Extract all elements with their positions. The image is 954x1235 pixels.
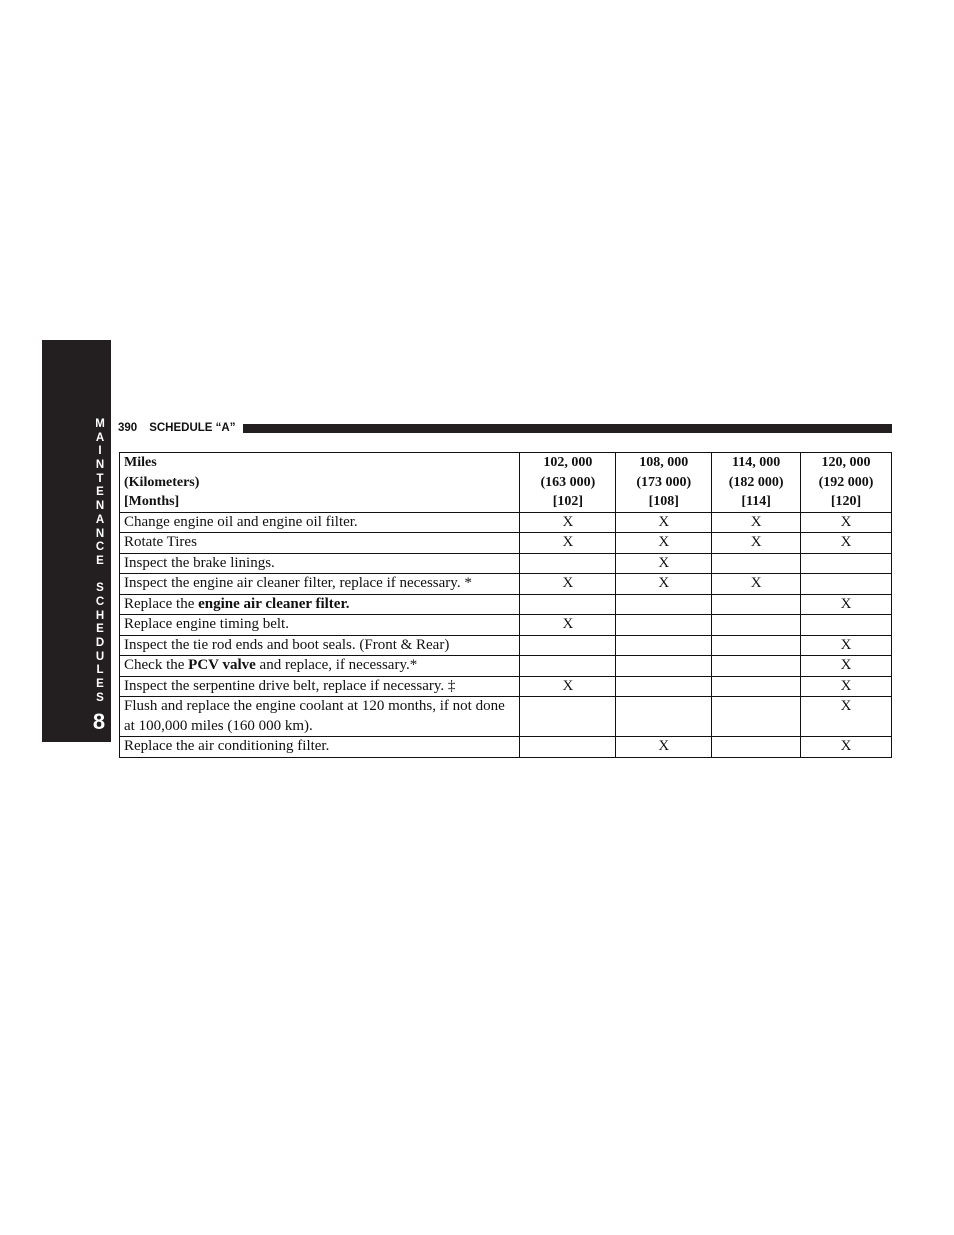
interval-months: [120] [830,494,862,509]
tab-letter: C [95,595,105,608]
tab-letter: I [98,445,102,458]
service-mark [712,656,801,677]
service-mark: X [520,574,616,595]
service-mark [712,737,801,758]
service-mark [520,635,616,656]
service-mark: X [801,676,892,697]
service-mark [712,676,801,697]
chapter-number: 8 [92,709,106,734]
interval-header [616,453,712,513]
table-row [120,533,892,554]
kilometers-label: (Kilometers) [124,474,200,490]
service-mark [616,697,712,737]
tab-letter: M [95,418,105,430]
service-mark: X [801,533,892,554]
service-mark [712,635,801,656]
interval-miles: 102, 000 [543,455,593,470]
table-row [120,656,892,677]
service-mark [616,676,712,697]
service-mark [520,737,616,758]
tab-letter: E [96,486,104,499]
service-description: Replace the air conditioning filter. [120,737,520,758]
service-description: Inspect the serpentine drive belt, replace if necessary. ‡ [120,676,520,697]
interval-miles: 120, 000 [821,455,871,470]
service-description: Flush and replace the engine coolant at 120 months, if not done at 100,000 miles (160 000 km). [120,697,520,737]
miles-label: Miles [124,455,157,470]
service-mark: X [616,574,712,595]
table-row [120,512,892,533]
service-mark: X [801,737,892,758]
service-mark [801,615,892,636]
maintenance-schedule-table [119,452,892,758]
service-description: Check the PCV valve and replace, if necessary.* [120,656,520,677]
table-row [120,553,892,574]
service-mark: X [616,512,712,533]
service-mark [616,656,712,677]
service-description: Inspect the engine air cleaner filter, replace if necessary. * [120,574,520,595]
interval-months: [108] [648,494,679,509]
service-mark: X [520,512,616,533]
service-mark: X [801,697,892,737]
service-mark [712,697,801,737]
service-mark: X [520,615,616,636]
table-row [120,676,892,697]
service-mark [520,656,616,677]
tab-letter: T [96,472,104,485]
tab-letter: A [95,513,105,526]
header-labels-cell [120,453,520,513]
service-mark [801,574,892,595]
service-description: Replace engine timing belt. [120,615,520,636]
table-row [120,635,892,656]
interval-header [520,453,616,513]
service-mark: X [712,574,801,595]
tab-letter: S [96,691,104,704]
interval-miles: 114, 000 [732,455,781,470]
service-mark: X [616,533,712,554]
tab-letter: L [96,664,104,677]
tab-letter: N [95,459,105,472]
tab-letter: H [95,609,105,622]
service-mark: X [801,594,892,615]
service-mark: X [801,656,892,677]
table-header-row [120,453,892,513]
tab-letter: A [95,431,105,444]
interval-header [712,453,801,513]
table-row [120,615,892,636]
service-mark [520,594,616,615]
service-mark [712,553,801,574]
tab-letter: C [95,541,105,554]
service-mark: X [801,635,892,656]
service-mark: X [520,676,616,697]
service-mark [616,635,712,656]
months-label: [Months] [124,494,180,509]
chapter-tab-label [91,418,109,705]
service-mark [801,553,892,574]
tab-letter: E [96,678,104,691]
section-title: SCHEDULE “A” [149,422,236,434]
service-description: Inspect the tie rod ends and boot seals. (Front & Rear) [120,635,520,656]
service-mark: X [801,512,892,533]
service-description: Inspect the brake linings. [120,553,520,574]
interval-header [801,453,892,513]
interval-miles: 108, 000 [639,455,689,470]
table-row [120,574,892,595]
tab-letter: D [95,637,105,649]
service-mark [712,615,801,636]
page-number: 390 [118,422,138,434]
interval-months: [114] [741,494,771,509]
interval-months: [102] [552,494,584,509]
service-description: Change engine oil and engine oil filter. [120,512,520,533]
service-description: Replace the engine air cleaner filter. [120,594,520,615]
service-mark [520,697,616,737]
tab-letter: N [95,527,105,540]
tab-letter: E [96,554,104,567]
service-mark [712,594,801,615]
page-header [118,420,892,436]
tab-letter: N [95,500,105,513]
service-mark [520,553,616,574]
service-mark: X [616,553,712,574]
header-rule [243,424,892,433]
table-row [120,594,892,615]
tab-letter: S [96,582,104,595]
service-mark: X [520,533,616,554]
interval-km: (192 000) [818,474,874,490]
service-mark: X [712,533,801,554]
interval-km: (163 000) [540,474,596,490]
interval-km: (182 000) [728,474,784,490]
table-row [120,697,892,737]
interval-km: (173 000) [636,474,692,490]
service-mark [616,594,712,615]
service-mark: X [712,512,801,533]
service-description: Rotate Tires [120,533,520,554]
service-mark: X [616,737,712,758]
tab-letter: U [95,650,105,663]
tab-letter: E [96,623,104,636]
table-row [120,737,892,758]
service-mark [616,615,712,636]
